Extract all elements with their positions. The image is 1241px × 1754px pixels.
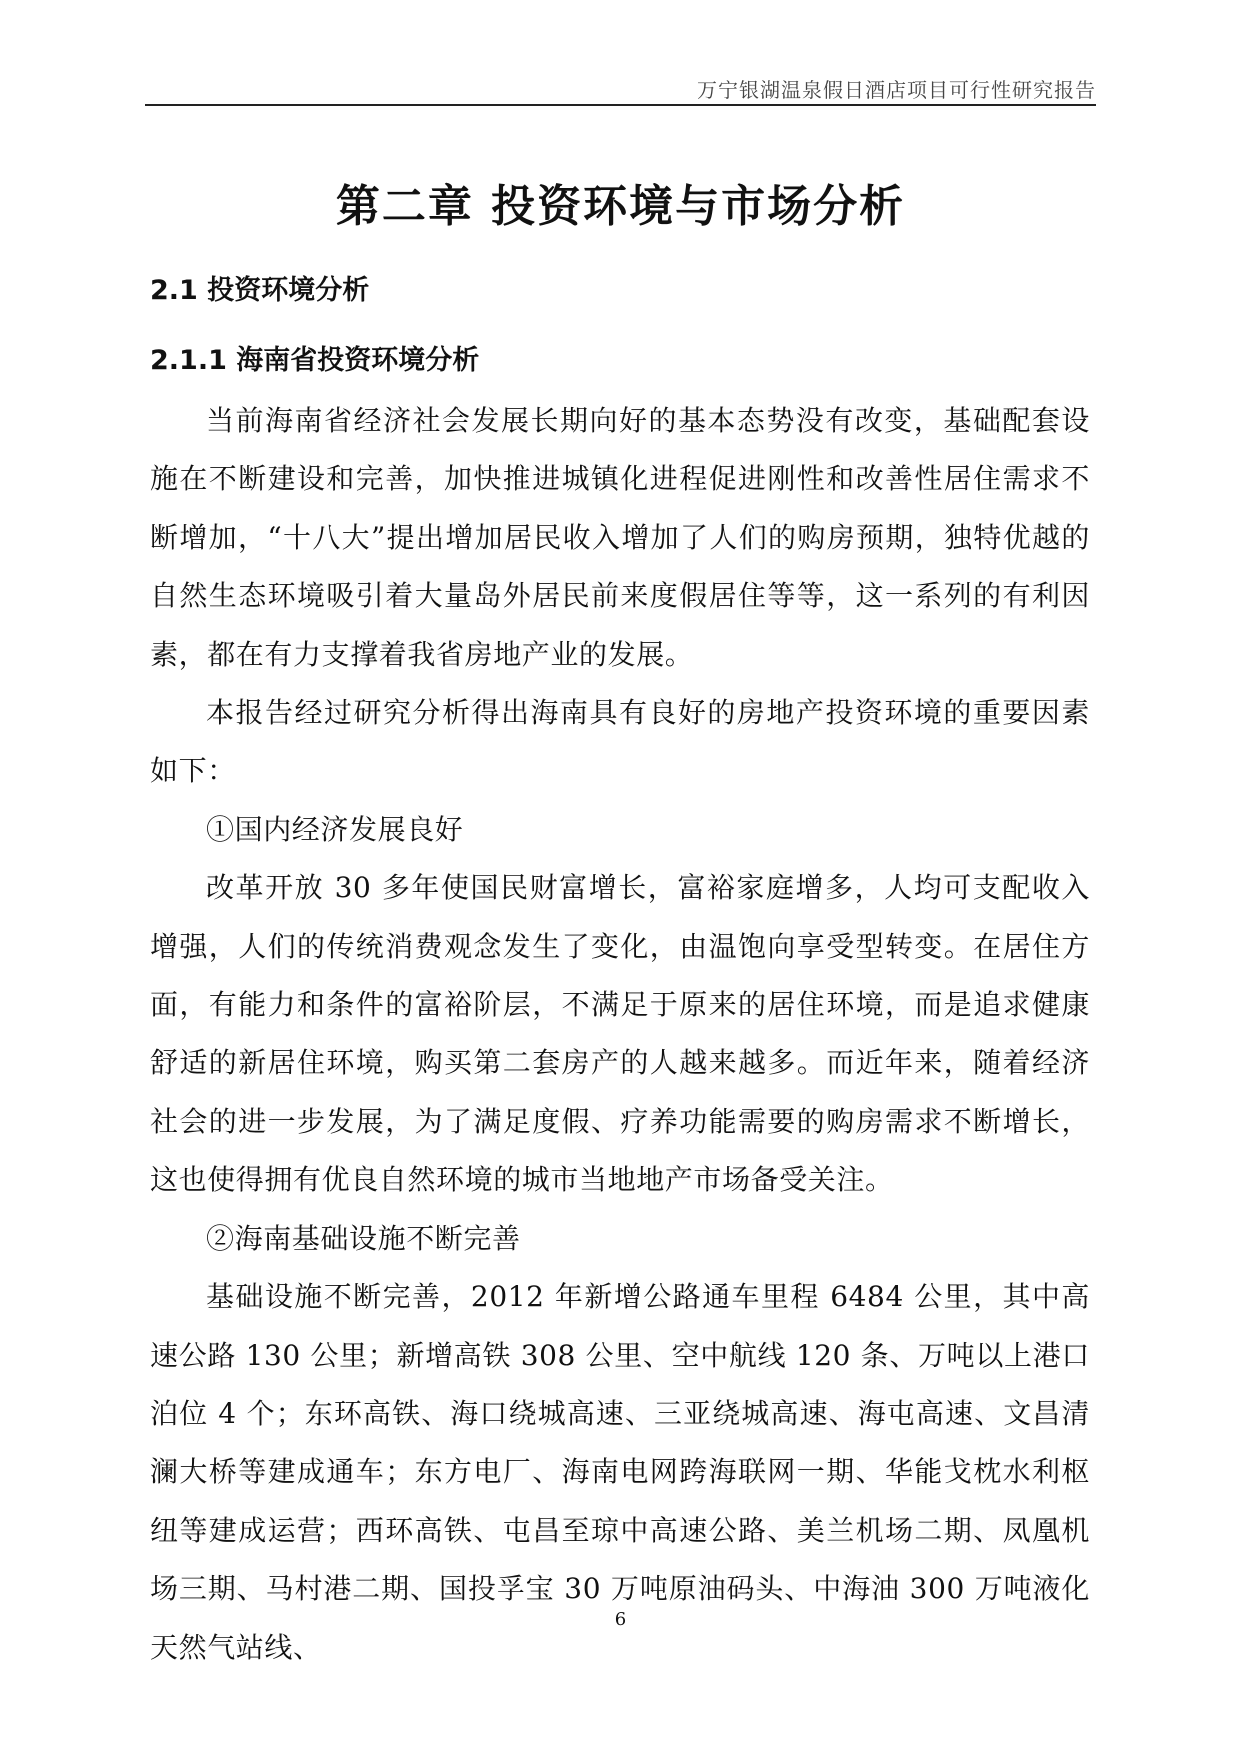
list-item-infrastructure: ②海南基础设施不断完善 (206, 1221, 521, 1255)
paragraph-infrastructure: 基础设施不断完善，2012 年新增公路通车里程 6484 公里，其中高速公路 130 公里；新增高铁 308 公里、空中航线 120 条、万吨以上港口泊位 4 个；东环高铁、海口绕城高速、三亚绕城高速、海屯高速、文昌清澜大桥等建成通车；东方电厂、海南电网跨海联网一期、华能戈枕水利枢纽等建成运营；西环高铁、屯昌至琼中高速公路、美兰机场二期、凤凰机场三期、马村港二期、国投孚宝 30 万吨原油码头、中海油 300 万吨液化天然气站线、 (150, 1280, 1090, 1664)
chapter-title: 第二章 投资环境与市场分析 (335, 181, 906, 232)
paragraph-factors-intro: 本报告经过研究分析得出海南具有良好的房地产投资环境的重要因素如下： (150, 696, 1090, 788)
paragraph-domestic-economy: 改革开放 30 多年使国民财富增长，富裕家庭增多，人均可支配收入增强，人们的传统消费观念发生了变化，由温饱向享受型转变。在居住方面，有能力和条件的富裕阶层，不满足于原来的居住环境，而是追求健康舒适的新居住环境，购买第二套房产的人越来越多。而近年来，随着经济社会的进一步发展，为了满足度假、疗养功能需要的购房需求不断增长，这也使得拥有优良自然环境的城市当地地产市场备受关注。 (150, 871, 1090, 1197)
body-text (150, 392, 1090, 1677)
header-divider (145, 104, 1096, 106)
page-number: 6 (614, 1609, 627, 1630)
running-header: 万宁银湖温泉假日酒店项目可行性研究报告 (697, 78, 1096, 102)
list-item-domestic-economy: ①国内经济发展良好 (206, 812, 464, 846)
section-heading-2-1-1: 2.1.1 海南省投资环境分析 (150, 345, 480, 376)
paragraph-development-trend: 当前海南省经济社会发展长期向好的基本态势没有改变，基础配套设施在不断建设和完善，加快推进城镇化进程促进刚性和改善性居住需求不断增加，“十八大”提出增加居民收入增加了人们的购房预期，独特优越的自然生态环境吸引着大量岛外居民前来度假居住等等，这一系列的有利因素，都在有力支撑着我省房地产业的发展。 (150, 404, 1090, 671)
section-heading-2-1: 2.1 投资环境分析 (150, 275, 370, 306)
